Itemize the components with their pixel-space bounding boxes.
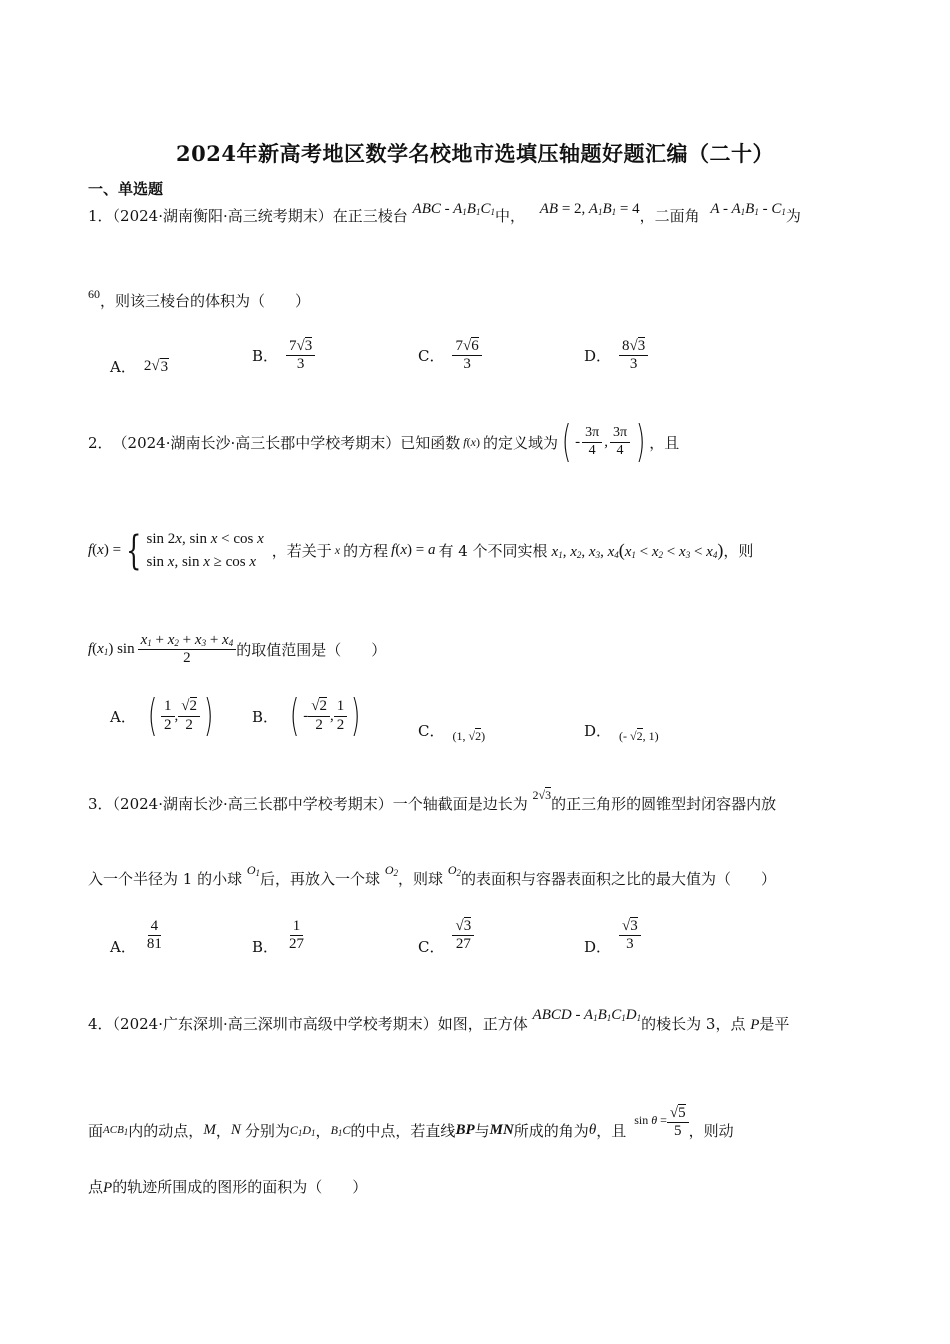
math-formula: AB = 2, $A_1B_1 = 4$ xyxy=(539,201,640,217)
question-4-line-2: 面 $ACB_1$ 内的动点， M ， N 分别为 $C_1D_1$ ， $B_1C$ 的中点，若直线 BP 与 MN 所成的角为 θ ，且 sin θ = $\frac{√5}{5}$ ，则动 xyxy=(88,1105,734,1141)
option-b[interactable]: B． ( - $\frac{√2}{2}$ , $\frac{1}{2}$ ) xyxy=(252,690,361,741)
option-a[interactable]: A． $\frac{4}{81}$ xyxy=(110,917,162,956)
option-d[interactable]: D． $\frac{√3}{3}$ xyxy=(584,914,641,957)
question-2-line-2: f(x) = { sin 2x, sin x < cos x sin x, sin x ≥ cos x ，若关于 x 的方程 f(x) = a 有 4 个不同实根 $x_1$, $x_2$, $x_3$, $x_4(x_1 < x_2 < x_3 < x_4)$ ，则 xyxy=(88,527,754,574)
math-formula: A - $A_1B_1 - C_1$ xyxy=(710,201,786,217)
question-4-line-3: 点P的轨迹所围成的图形的面积为（ ） xyxy=(88,1178,368,1196)
option-d[interactable]: D． $\frac{8√3}{3}$ xyxy=(584,338,648,374)
section-heading: 一、单选题 xyxy=(88,180,164,198)
question-3-line-1: 3．（2024·湖南长沙·高三长郡中学校考期末）一个轴截面是边长为 $^{2√3}$的正三角形的圆锥型封闭容器内放 xyxy=(88,788,777,813)
math-formula: ABC - $A_1B_1C_1$ xyxy=(412,201,495,217)
question-4-line-1: 4．（2024·广东深圳·高三深圳市高级中学校考期末）如图，正方体 ABCD - $A_1B_1C_1D_1$的棱长为 3，点 P是平 xyxy=(88,1007,790,1033)
question-source: （2024·湖南衡阳·高三统考期末）在正三棱台 xyxy=(112,207,408,225)
page-title: 2024年新高考地区数学名校地市选填压轴题好题汇编（二十） xyxy=(176,141,774,166)
option-a[interactable]: A． ( $\frac{1}{2}$ , $\frac{√2}{2}$ ) xyxy=(110,690,214,741)
option-c[interactable]: C． $\frac{√3}{27}$ xyxy=(418,914,474,957)
option-a[interactable]: A． 2√ 3 xyxy=(110,357,169,376)
question-1-line-2: $^{60}$，则该三棱台的体积为（ ） xyxy=(88,287,311,310)
question-1-line-1: 1．（2024·湖南衡阳·高三统考期末）在正三棱台 ABC - $A_1B_1C_1$中， AB = 2, $A_1B_1 = 4$，二面角 A - $A_1B_1 - C_1$为 xyxy=(88,201,801,225)
piecewise-cases: sin 2x, sin x < cos x sin x, sin x ≥ cos x xyxy=(146,531,264,570)
option-c[interactable]: C． (1, √2) xyxy=(418,722,486,743)
option-c[interactable]: C． $\frac{7√6}{3}$ xyxy=(418,338,482,374)
question-number: 1． xyxy=(88,207,113,225)
option-d[interactable]: D． (- √2, 1) xyxy=(584,722,659,743)
question-2-line-3: $f(x_1)$ sin $\frac{x_1 + x_2 + x_3 + x_4}{2}$ 的取值范围是（ ） xyxy=(88,632,387,667)
option-b[interactable]: B． $\frac{7√3}{3}$ xyxy=(252,338,315,374)
option-b[interactable]: B． $\frac{1}{27}$ xyxy=(252,917,305,956)
question-2-line-1: 2． （2024·湖南长沙·高三长郡中学校考期末）已知函数 f(x) 的定义域为 ( - $\frac{3\pi}{4}$ , $\frac{3\pi}{4}$ ) ，且 xyxy=(88,416,680,467)
question-3-line-2: 入一个半径为 1 的小球 $^{O_1}$后，再放入一个球 $^{O_2}$，则球 $^{O_2}$的表面积与容器表面积之比的最大值为（ ） xyxy=(88,863,776,888)
